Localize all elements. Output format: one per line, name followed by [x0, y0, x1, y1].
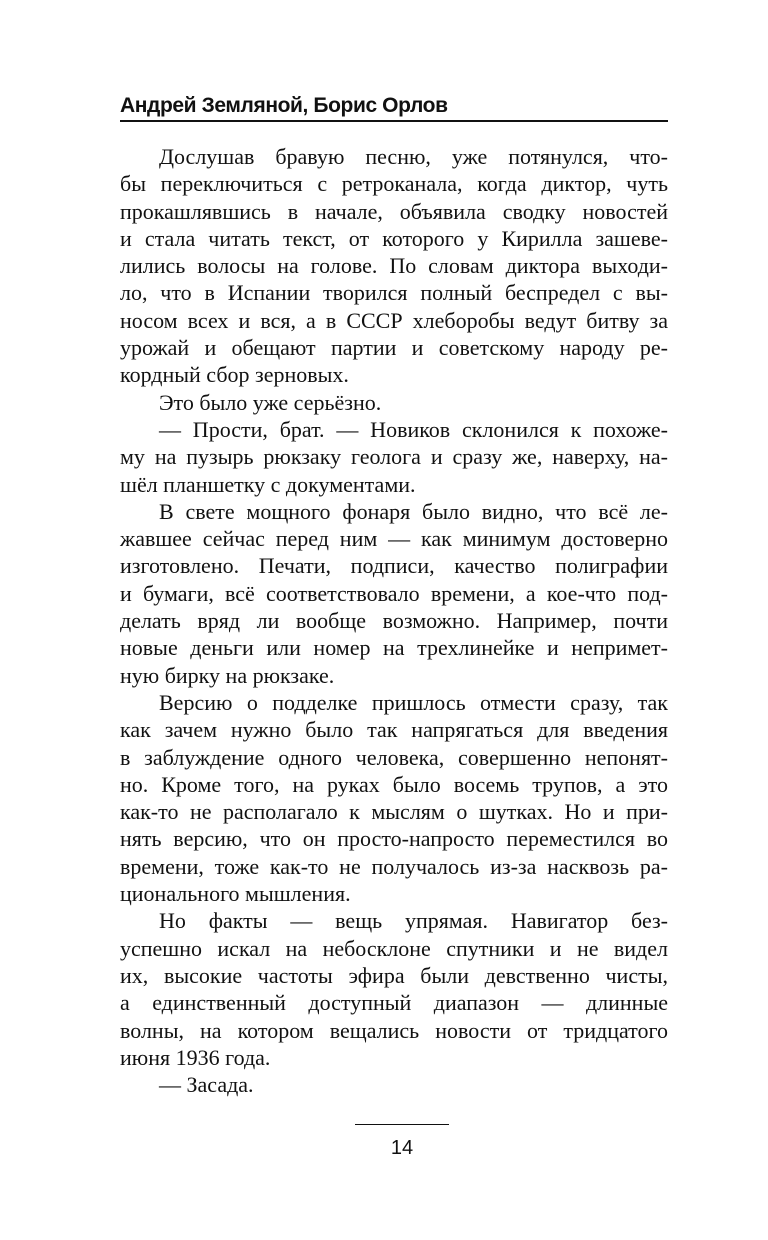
text-line: делать вряд ли вообще возможно. Например, почти — [120, 608, 668, 634]
text-line: июня 1936 года. — [120, 1044, 271, 1070]
text-line: Версию о подделке пришлось отмести сразу, так — [159, 689, 668, 715]
text-line: времени, тоже как-то не получалось из-за насквозь ра- — [120, 853, 668, 879]
text-line: и стала читать текст, от которого у Кирилла зашеве- — [120, 225, 668, 251]
text-line: Дослушав бравую песню, уже потянулся, что- — [159, 144, 668, 169]
text-line: му на пузырь рюкзаку геолога и сразу же, наверху, на- — [120, 444, 668, 470]
text-line: — Засада. — [159, 1072, 254, 1098]
text-line: Это было уже серьёзно. — [159, 389, 382, 415]
text-line: Но факты — вещь упрямая. Навигатор без- — [159, 908, 668, 934]
text-line: новые деньги или номер на трехлинейке и непримет- — [120, 635, 668, 661]
footer-rule — [355, 1124, 449, 1125]
text-line: в заблуждение одного человека, совершенно непонят- — [120, 744, 668, 770]
text-line: ную бирку на рюкзаке. — [120, 662, 335, 688]
text-line: — Прости, брат. — Новиков склонился к похоже- — [159, 416, 668, 442]
page-body — [120, 143, 668, 1098]
text-line: изготовлено. Печати, подписи, качество полиграфии — [120, 553, 668, 579]
text-line: прокашлявшись в начале, объявила сводку новостей — [120, 198, 668, 224]
text-line: нять версию, что он просто-напросто переместился во — [120, 826, 668, 852]
text-line: но. Кроме того, на руках было восемь трупов, а это — [120, 771, 668, 797]
running-header: Андрей Земляной, Борис Орлов — [120, 94, 668, 122]
text-line: шёл планшетку с документами. — [120, 471, 416, 497]
text-line: жавшее сейчас перед ним — как минимум достоверно — [120, 526, 668, 552]
text-line: успешно искал на небосклоне спутники и не видел — [120, 935, 668, 961]
text-line: лились волосы на голове. По словам диктора выходи- — [120, 253, 668, 279]
text-line: ло, что в Испании творился полный беспредел с вы- — [120, 280, 668, 306]
text-line: В свете мощного фонаря было видно, что всё ле- — [159, 498, 668, 524]
text-line: а единственный доступный диапазон — длинные — [120, 990, 668, 1016]
text-line: носом всех и вся, а в СССР хлеборобы ведут битву за — [120, 307, 668, 333]
text-line: урожай и обещают партии и советскому народу ре- — [120, 335, 668, 361]
text-line: и бумаги, всё соответствовало времени, а кое-что под- — [120, 580, 668, 606]
text-line: бы переключиться с ретроканала, когда диктор, чуть — [120, 171, 668, 197]
text-line: их, высокие частоты эфира были девственно чисты, — [120, 962, 668, 988]
text-line: волны, на котором вещались новости от тридцатого — [120, 1017, 668, 1043]
text-line: кордный сбор зерновых. — [120, 362, 349, 388]
text-line: как зачем нужно было так напрягаться для введения — [120, 717, 668, 743]
page-number: 14 — [390, 1137, 414, 1159]
text-line: ционального мышления. — [120, 881, 351, 907]
text-line: как-то не располагало к мыслям о шутках. Но и при- — [120, 799, 668, 825]
